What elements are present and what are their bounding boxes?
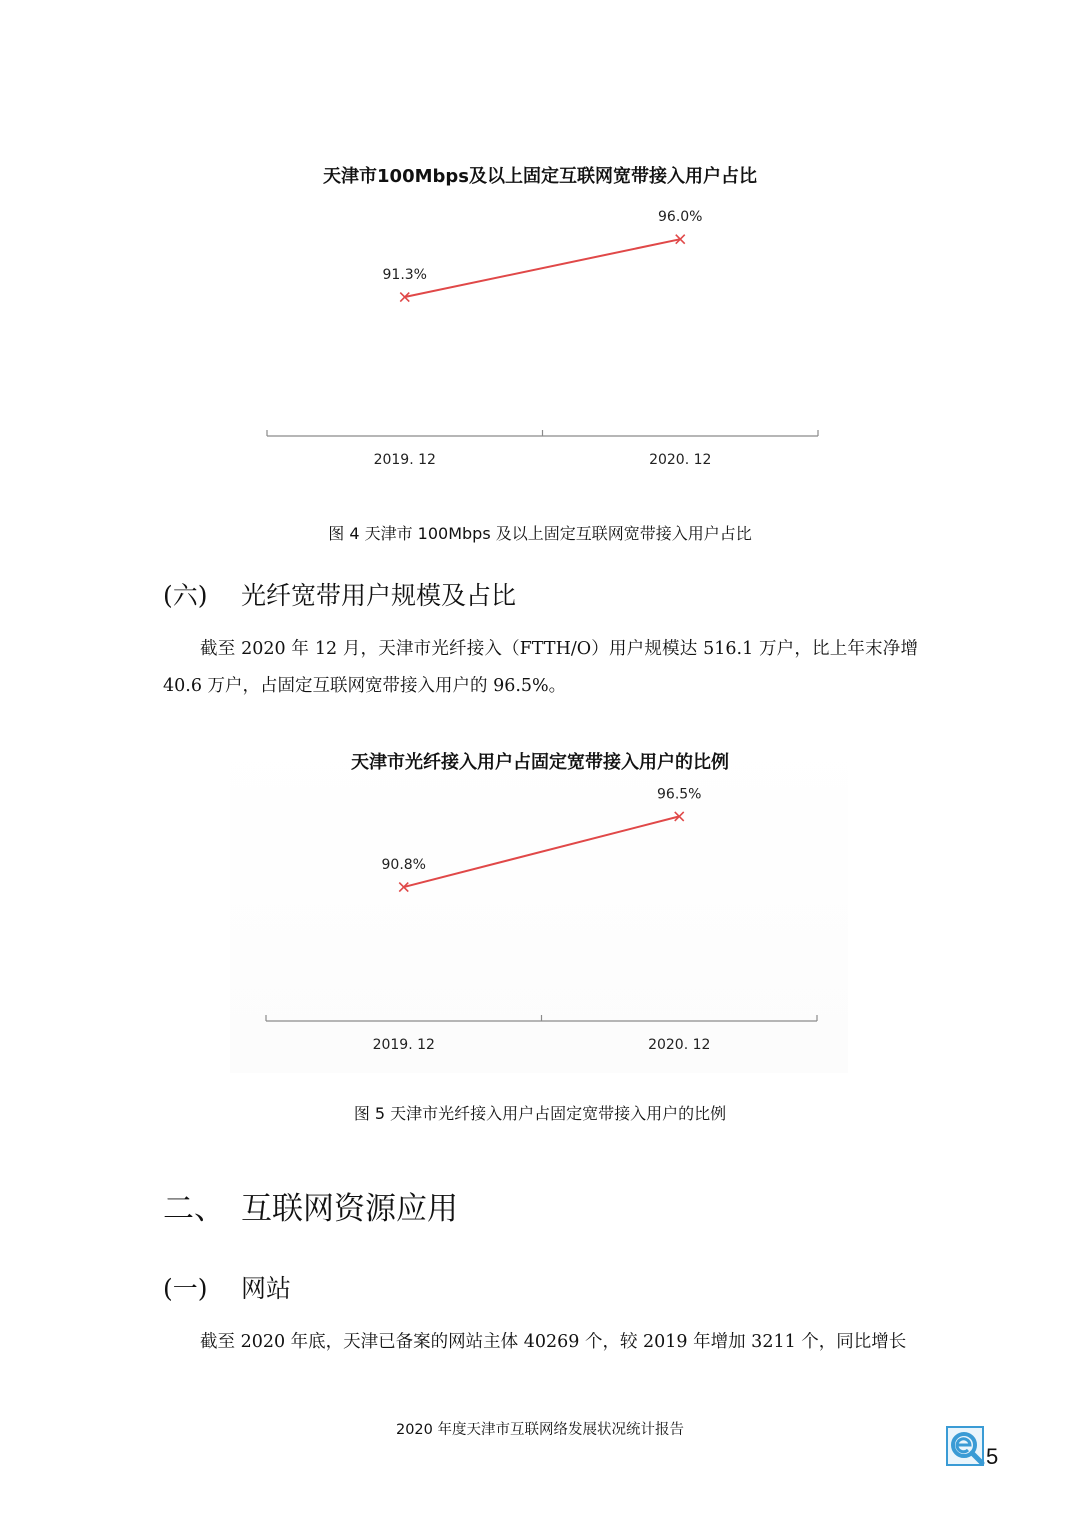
series-line [405,239,681,297]
figure-caption: 图 4 天津市 100Mbps 及以上固定互联网宽带接入用户占比 [328,524,752,543]
chart-plot [0,150,1080,480]
e-magnifier-icon [946,1426,986,1472]
section-number: (一) [163,1274,208,1303]
body-paragraph: 截至 2020 年底，天津已备案的网站主体 40269 个，较 2019 年增加 3211 个，同比增长 [200,1332,907,1352]
section-heading [163,576,516,612]
data-label: 96.0% [658,209,703,226]
chapter-number: 二、 [163,1191,225,1227]
x-tick-label: 2020. 12 [649,452,712,468]
chart-title: 天津市100Mbps及以上固定互联网宽带接入用户占比 [323,166,757,187]
chart-fig4 [0,150,1080,480]
section-title: 光纤宽带用户规模及占比 [241,581,517,610]
series-line [404,816,680,887]
data-label: 91.3% [382,267,427,284]
section-title: 网站 [241,1274,292,1303]
section-heading [163,1269,291,1305]
x-tick-label: 2019. 12 [373,452,436,468]
chart-title: 天津市光纤接入用户占固定宽带接入用户的比例 [351,752,729,773]
chapter-title: 互联网资源应用 [241,1191,458,1227]
x-tick-label: 2020. 12 [648,1037,711,1053]
chart-fig5 [0,733,1080,1073]
data-label: 96.5% [657,786,702,803]
page-number: 5 [986,1444,999,1469]
x-tick-label: 2019. 12 [372,1037,435,1053]
footer-report-title: 2020 年度天津市互联网络发展状况统计报告 [395,1422,684,1438]
section-number: (六) [163,581,208,610]
data-label: 90.8% [381,857,426,874]
figure-caption: 图 5 天津市光纤接入用户占固定宽带接入用户的比例 [353,1104,727,1123]
chapter-heading [163,1183,458,1228]
body-paragraph: 截至 2020 年 12 月，天津市光纤接入（FTTH/O）用户规模达 516.1 万户，比上年末净增 40.6 万户，占固定互联网宽带接入用户的 96.5%。 [163,639,918,696]
chart-plot [0,733,1080,1073]
